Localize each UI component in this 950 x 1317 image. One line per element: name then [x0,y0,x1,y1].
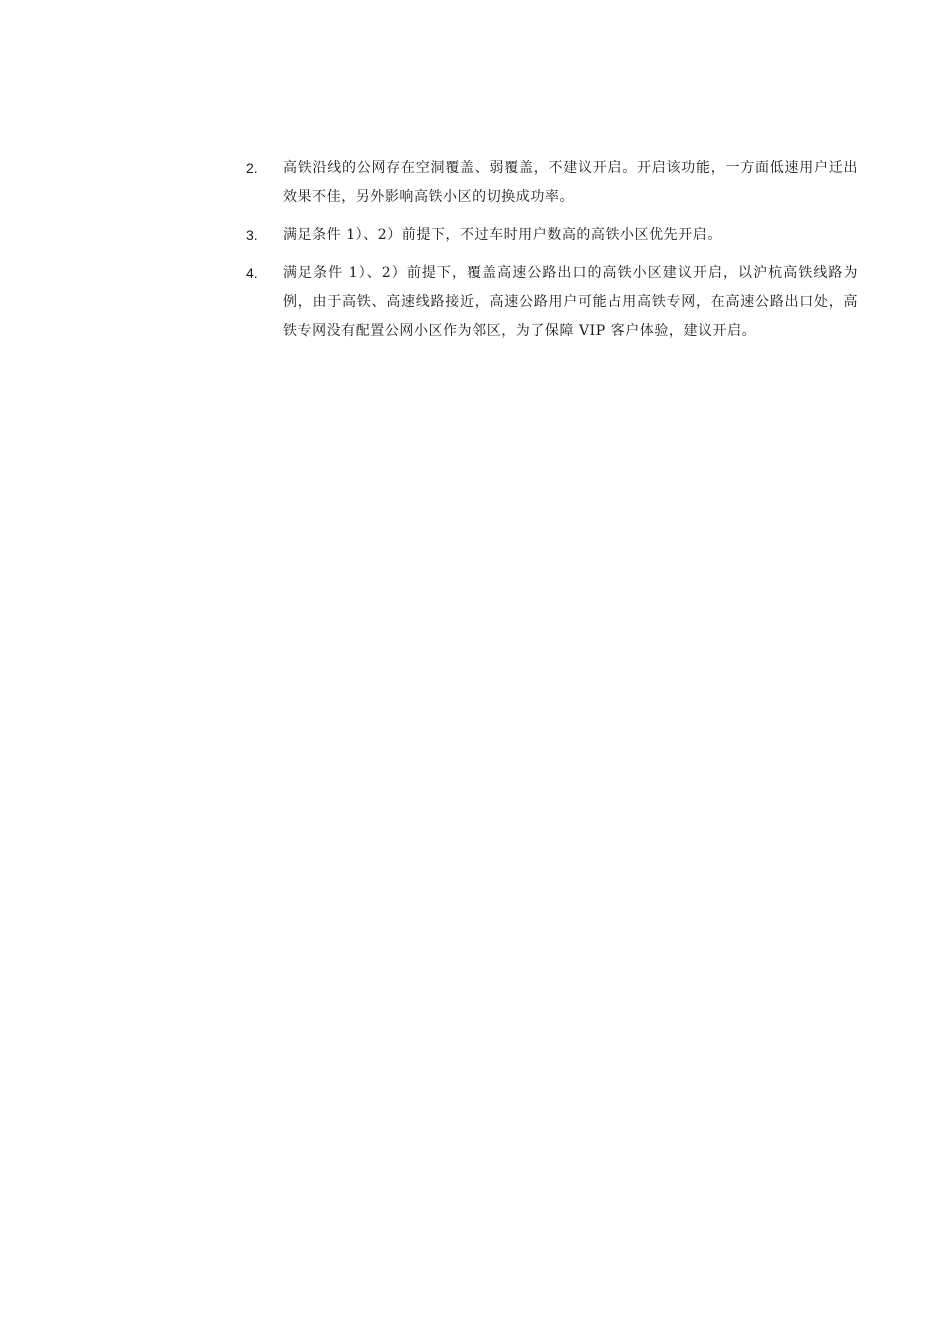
list-item-number: 4. [246,265,258,281]
list-item [246,221,858,250]
list-item-text: 满足条件 1）、2）前提下，不过车时用户数高的高铁小区优先开启。 [283,227,722,243]
list-item [246,154,858,212]
list-item-text: 高铁沿线的公网存在空洞覆盖、弱覆盖，不建议开启。开启该功能，一方面低速用户迁出效果不佳，另外影响高铁小区的切换成功率。 [283,160,858,205]
list-item-number: 2. [246,160,258,176]
list-item [246,259,858,346]
numbered-list [246,154,858,355]
list-item-text: 满足条件 1）、2）前提下，覆盖高速公路出口的高铁小区建议开启，以沪杭高铁线路为例，由于高铁、高速线路接近，高速公路用户可能占用高铁专网，在高速公路出口处，高铁专网没有配置公网小区作为邻区，为了保障 VIP 客户体验，建议开启。 [283,265,858,339]
list-item-number: 3. [246,227,258,243]
